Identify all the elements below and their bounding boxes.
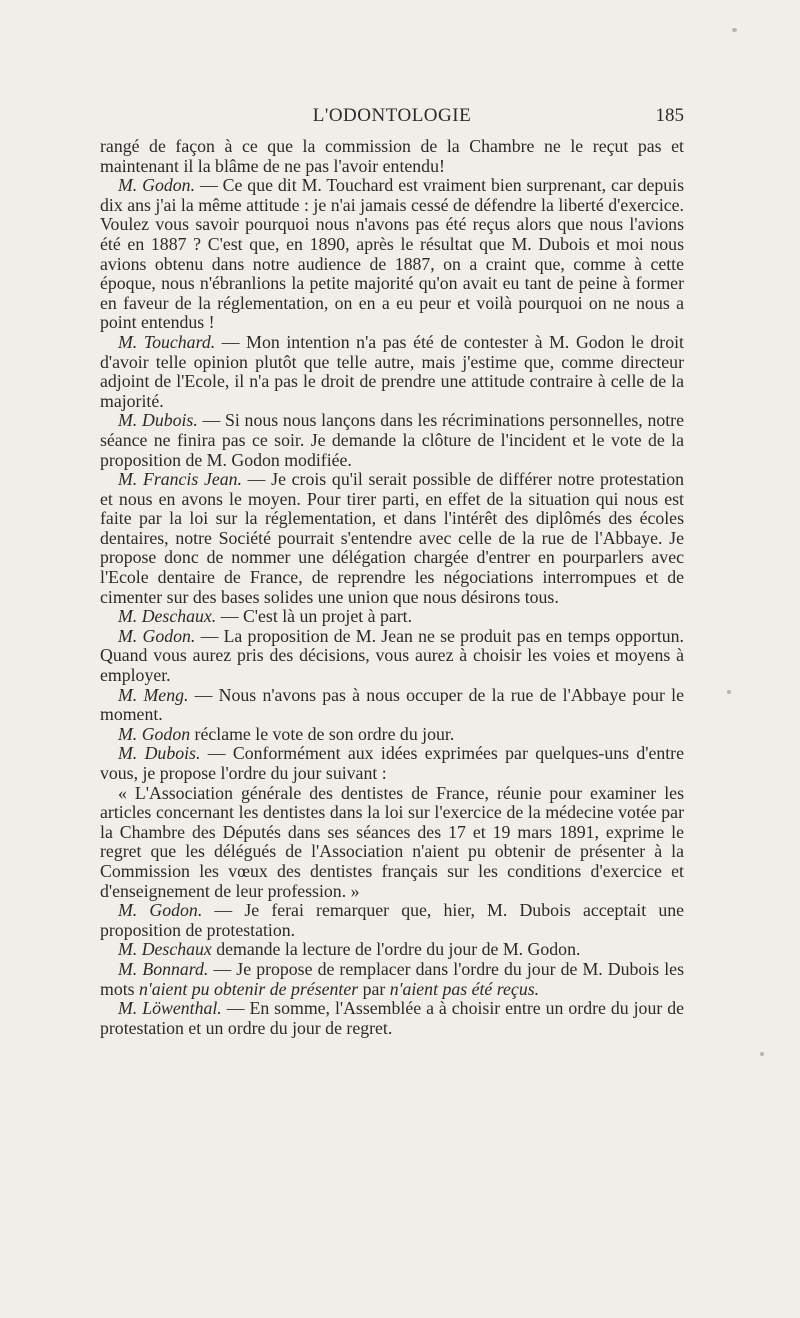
paragraph-text: demande la lecture de l'ordre du jour de M. Godon. xyxy=(211,939,581,960)
paragraph-text: — En somme, l'Assemblée a à choisir entre un ordre du jour de protestation et un ordre du jour de regret. xyxy=(100,998,684,1038)
paragraph xyxy=(100,411,684,470)
running-title: L'ODONTOLOGIE xyxy=(312,105,472,126)
quoted-motion: « L'Association générale des dentistes de France, réunie pour examiner les articles concernant les dentistes dans la loi sur l'exercice de la médecine votée par la Chambre des Députés dans ses séances des 17 et 19 mars 1891, exprime le regret que les délégués de l'Association n'aient pu obtenir de présenter à la Commission les vœux des dentistes français sur les conditions d'exercice et d'enseignement de leur profession. » xyxy=(100,782,684,901)
body-text xyxy=(100,137,684,1038)
paragraph-text: — Nous n'avons pas à nous occuper de la rue de l'Abbaye pour le moment. xyxy=(100,684,684,725)
speaker-name: M. Dubois. xyxy=(118,410,198,431)
paragraph xyxy=(100,784,684,902)
paragraph xyxy=(100,470,684,607)
paragraph xyxy=(100,627,684,686)
speaker-name: M. Francis Jean. xyxy=(118,469,242,490)
paragraph-text: — Je ferai remarquer que, hier, M. Dubois acceptait une proposition de protestation. xyxy=(100,900,684,940)
paper-speck xyxy=(760,1052,764,1056)
paragraph-text: — C'est là un projet à part. xyxy=(216,606,413,627)
page-header xyxy=(100,105,684,133)
speaker-name: M. Dubois. xyxy=(118,743,201,764)
italic-quote: n'aient pu obtenir de présenter xyxy=(139,978,359,999)
paragraph-text: réclame le vote de son ordre du jour. xyxy=(190,723,455,744)
paper-speck xyxy=(727,690,731,694)
speaker-name: M. Deschaux. xyxy=(118,606,217,627)
speaker-name: M. Deschaux xyxy=(118,939,212,960)
paragraph xyxy=(100,999,684,1038)
speaker-name: M. Godon xyxy=(118,723,191,744)
speaker-name: M. Bonnard. xyxy=(118,958,209,979)
italic-quote: n'aient pas été reçus. xyxy=(389,978,540,999)
paragraph-text: — Je propose de remplacer dans l'ordre du jour de M. Dubois les mots xyxy=(100,958,684,999)
paragraph xyxy=(100,725,684,745)
paper-speck xyxy=(732,28,737,32)
paragraph-text: — Si nous nous lançons dans les récriminations personnelles, notre séance ne finira pas ce soir. Je demande la clôture de l'incident et le vote de la proposition de M. Godon modifiée. xyxy=(100,410,684,470)
paragraph xyxy=(100,940,684,960)
paragraph xyxy=(100,176,684,333)
paragraph-text: — Conformément aux idées exprimées par quelques-uns d'entre vous, je propose l'ordre du jour suivant : xyxy=(100,743,684,783)
speaker-name: M. Touchard. xyxy=(118,331,216,352)
paragraph xyxy=(100,960,684,999)
paragraph xyxy=(100,686,684,725)
speaker-name: M. Löwenthal. xyxy=(118,998,222,1019)
paragraph-text: par xyxy=(358,978,390,999)
speaker-name: M. Meng. xyxy=(118,684,189,705)
paragraph xyxy=(100,744,684,783)
page-number: 185 xyxy=(655,105,684,126)
speaker-name: M. Godon. xyxy=(118,175,196,196)
paragraph-text: — Je crois qu'il serait possible de différer notre protestation et nous en avons le moyen. Pour tirer parti, en effet de la situation qui nous est faite par la loi sur la réglementation, et dans l'intérêt des diplômés des écoles dentaires, notre Société pourrait s'entendre avec celle de la rue de l'Abbaye. Je propose donc de nommer une délégation chargée d'entrer en pourparlers avec l'Ecole dentaire de France, de reprendre les négociations interrompues et de cimenter sur des bases solides une union que nous désirons tous. xyxy=(100,469,684,607)
paragraph-text: rangé de façon à ce que la commission de la Chambre ne le reçut pas et maintenant il la blâme de ne pas l'avoir entendu! xyxy=(100,136,684,176)
speaker-name: M. Godon. xyxy=(118,900,203,921)
paragraph xyxy=(100,901,684,940)
paragraph-text: — La proposition de M. Jean ne se produit pas en temps opportun. Quand vous aurez pris des décisions, vous aurez à choisir les voies et moyens à employer. xyxy=(100,625,685,686)
paragraph xyxy=(100,333,684,411)
paragraph xyxy=(100,607,684,627)
paragraph xyxy=(100,137,684,176)
paragraph-text: — Mon intention n'a pas été de contester à M. Godon le droit d'avoir telle opinion plutôt que telle autre, mais j'estime que, comme directeur adjoint de l'Ecole, il n'a pas le droit de prendre une attitude contraire à celle de la majorité. xyxy=(100,331,684,411)
speaker-name: M. Godon. xyxy=(118,625,196,646)
paragraph-text: — Ce que dit M. Touchard est vraiment bien surprenant, car depuis dix ans j'ai la même attitude : je n'ai jamais cessé de défendre la liberté d'exercice. Voulez vous savoir pourquoi nous n'avons pas été reçus alors que nous l'avions été en 1887 ? C'est que, en 1890, après le résultat que M. Dubois et moi nous avions obtenu dans notre audience de 1887, on a craint que, comme à cette époque, nous n'ébranlions la petite majorité qu'on avait eu tant de peine à former en faveur de la réglementation, on en a eu peur et voilà pourquoi on ne nous a point entendus ! xyxy=(100,175,684,333)
